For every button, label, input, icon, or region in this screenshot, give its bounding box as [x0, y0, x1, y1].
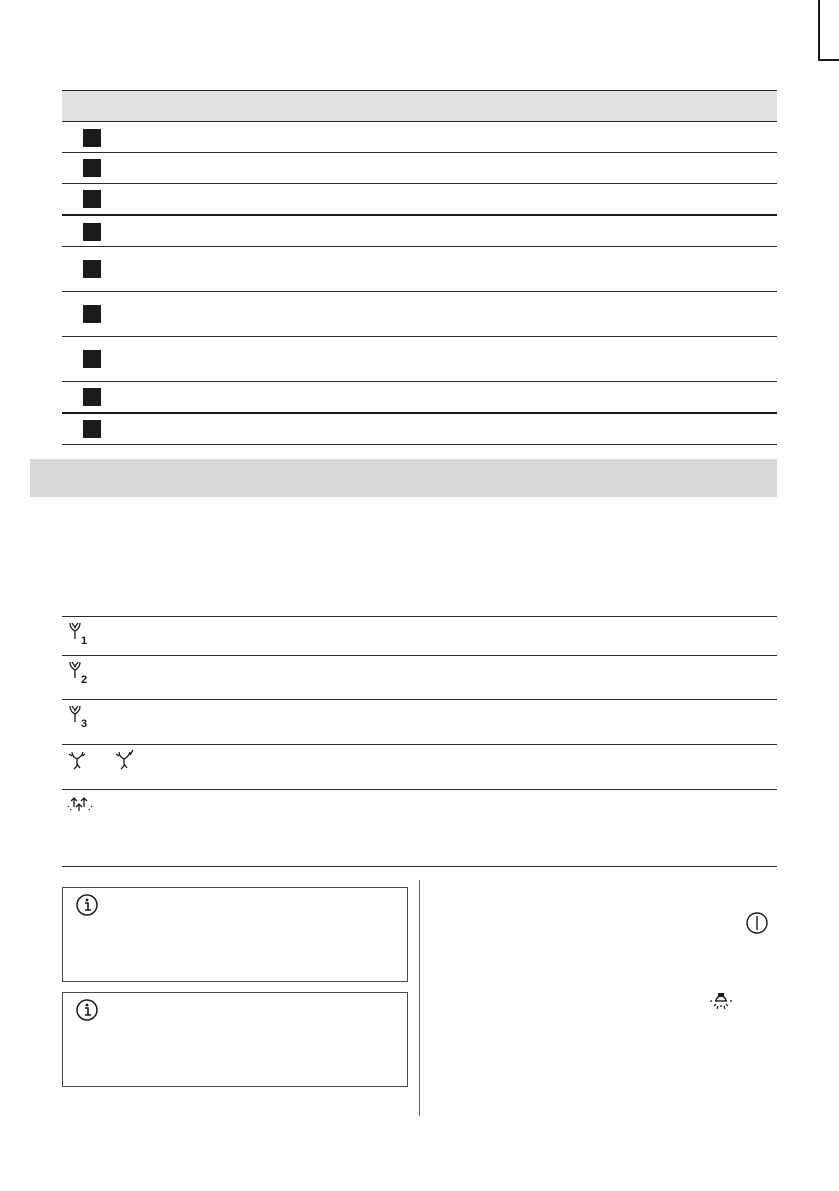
section-heading-bar	[30, 459, 777, 497]
row-marker	[83, 190, 101, 208]
table-row	[62, 122, 777, 153]
light-icon	[708, 991, 734, 1022]
info-box	[62, 992, 408, 1087]
table-row	[62, 292, 777, 337]
row-marker	[83, 388, 101, 406]
fan-boost-icon	[67, 748, 91, 777]
row-marker	[83, 129, 101, 147]
fan-speed-3-icon	[67, 703, 91, 734]
table-row	[62, 247, 777, 292]
fan-speed-1-icon	[67, 620, 91, 651]
fan-table	[62, 616, 777, 867]
control-table	[62, 90, 777, 445]
fan-boost-alt-icon	[114, 748, 138, 777]
table-row	[62, 414, 777, 445]
table-row	[62, 184, 777, 216]
table-row	[62, 656, 777, 700]
page-corner-mark	[818, 0, 839, 61]
info-box	[62, 887, 408, 982]
column-divider	[419, 880, 420, 1116]
row-marker	[83, 159, 101, 177]
control-table-header	[62, 90, 777, 122]
info-icon	[75, 893, 99, 922]
table-row	[62, 745, 777, 790]
power-icon	[745, 911, 769, 940]
table-row	[62, 216, 777, 247]
table-row	[62, 790, 777, 867]
row-marker	[83, 260, 101, 278]
row-marker	[83, 305, 101, 323]
table-row	[62, 337, 777, 382]
table-row	[62, 617, 777, 656]
fan-speed-2-icon	[67, 659, 91, 690]
row-marker	[83, 223, 101, 241]
fan-speed-1-label: 1	[81, 635, 88, 646]
fan-speed-3-label: 3	[81, 718, 88, 729]
table-row	[62, 700, 777, 745]
row-marker	[83, 420, 101, 438]
table-row	[62, 382, 777, 414]
fan-speed-2-label: 2	[81, 674, 88, 685]
info-icon	[75, 998, 99, 1027]
steam-sensor-icon	[67, 793, 93, 820]
row-marker	[83, 350, 101, 368]
table-row	[62, 153, 777, 184]
